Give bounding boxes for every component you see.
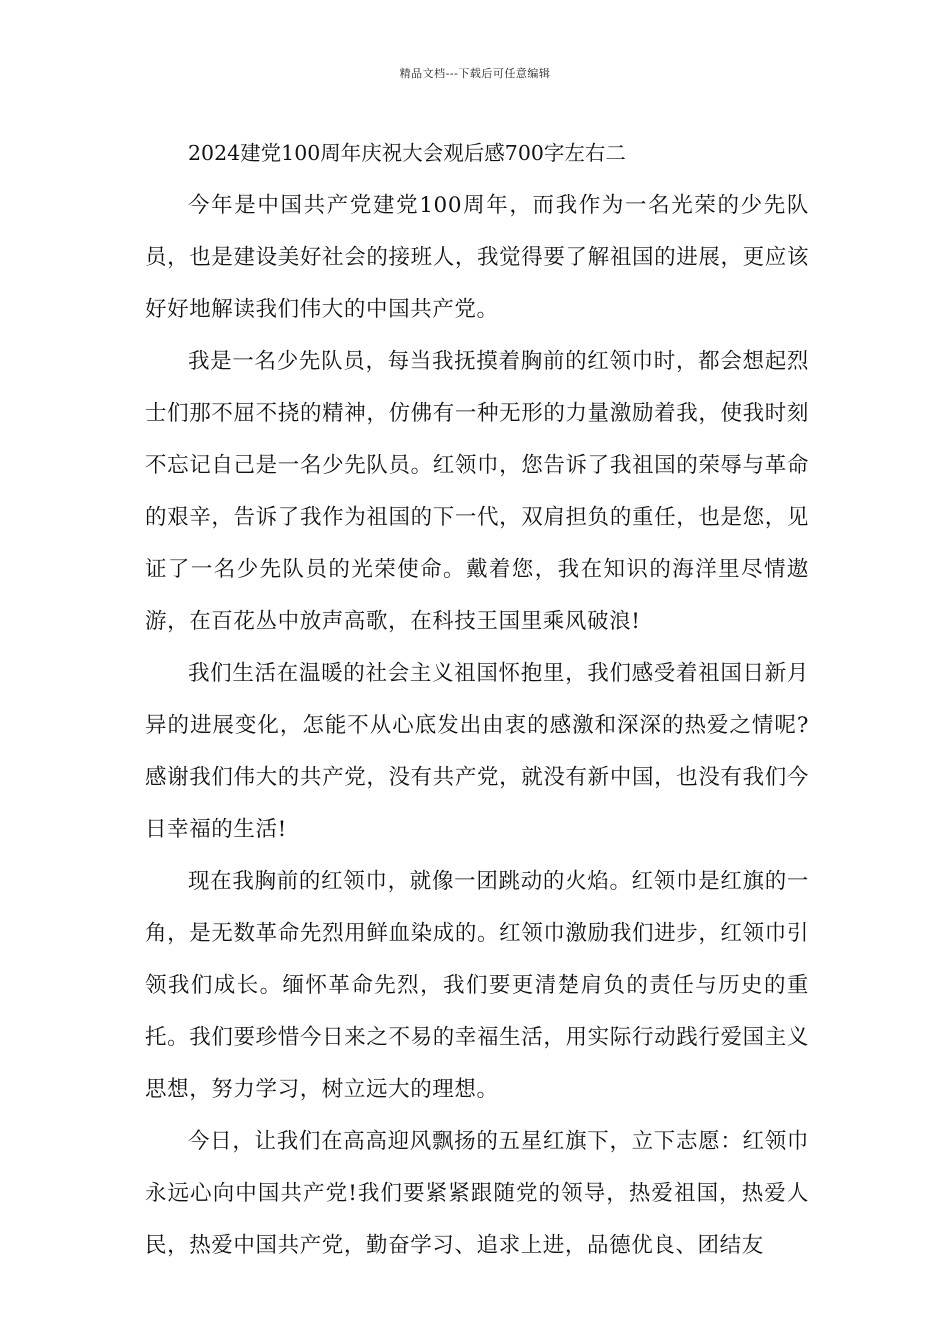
paragraph: 现在我胸前的红领巾，就像一团跳动的火焰。红领巾是红旗的一角，是无数革命先烈用鲜血染成的。红领巾激励我们进步，红领巾引领我们成长。缅怀革命先烈，我们要更清楚肩负的责任与历史的重托。我们要珍惜今日来之不易的幸福生活，用实际行动践行爱国主义思想，努力学习，树立远大的理想。 — [145, 869, 809, 1102]
paragraph: 我是一名少先队员，每当我抚摸着胸前的红领巾时，都会想起烈士们那不屈不挠的精神，仿佛有一种无形的力量激励着我，使我时刻不忘记自己是一名少先队员。红领巾，您告诉了我祖国的荣辱与革命的艰辛，告诉了我作为祖国的下一代，双肩担负的重任，也是您，见证了一名少先队员的光荣使命。戴着您，我在知识的海洋里尽情遨游，在百花丛中放声高歌，在科技王国里乘风破浪! — [145, 349, 809, 634]
document-title: 2024建党100周年庆祝大会观后感700字左右二 — [188, 141, 626, 165]
paragraph: 我们生活在温暖的社会主义祖国怀抱里，我们感受着祖国日新月异的进展变化，怎能不从心底发出由衷的感激和深深的热爱之情呢?感谢我们伟大的共产党，没有共产党，就没有新中国，也没有我们今日幸福的生活! — [145, 661, 809, 842]
document-body — [145, 180, 809, 1272]
paragraph: 今年是中国共产党建党100周年，而我作为一名光荣的少先队员，也是建设美好社会的接班人，我觉得要了解祖国的进展，更应该好好地解读我们伟大的中国共产党。 — [145, 193, 809, 322]
paragraph: 今日，让我们在高高迎风飘扬的五星红旗下，立下志愿：红领巾永远心向中国共产党!我们要紧紧跟随党的领导，热爱祖国，热爱人民，热爱中国共产党，勤奋学习、追求上进，品德优良、团结友 — [145, 1129, 809, 1258]
page-header: 精品文档---下载后可任意编辑 — [399, 67, 551, 80]
